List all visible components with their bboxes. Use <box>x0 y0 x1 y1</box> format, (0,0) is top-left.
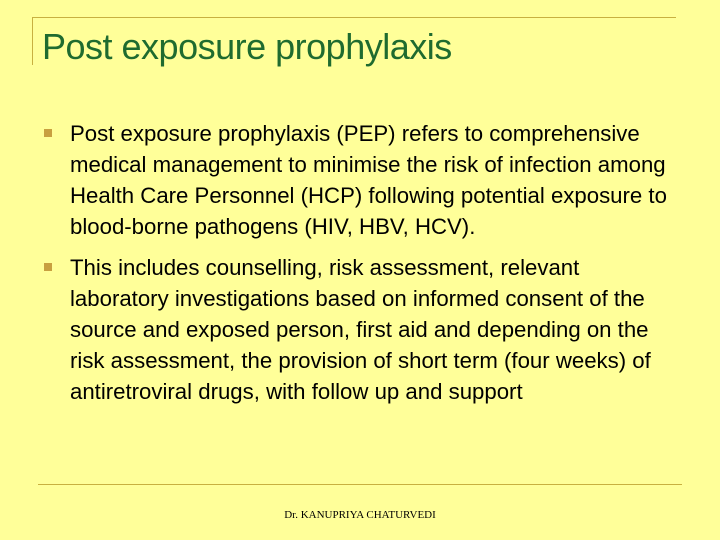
bullet-list <box>44 118 680 417</box>
footer-author: Dr. KANUPRIYA CHATURVEDI <box>284 509 436 521</box>
bullet-item-pep-includes <box>44 252 680 407</box>
square-bullet-icon <box>44 129 52 137</box>
title-top-rule <box>32 17 676 18</box>
bullet-item-pep-definition <box>44 118 680 242</box>
square-bullet-icon <box>44 263 52 271</box>
bullet-text: Post exposure prophylaxis (PEP) refers to comprehensive medical management to minimise the risk of infection among Health Care Personnel (HCP) following potential exposure to blood-borne pathogens (HIV, HBV, HCV). <box>70 121 667 239</box>
footer-rule <box>38 484 682 485</box>
slide-title: Post exposure prophylaxis <box>42 26 452 67</box>
title-left-rule <box>32 17 33 65</box>
bullet-text: This includes counselling, risk assessment, relevant laboratory investigations based on informed consent of the source and exposed person, first aid and depending on the risk assessment, the provision of short term (four weeks) of antiretroviral drugs, with follow up and support <box>70 255 651 404</box>
